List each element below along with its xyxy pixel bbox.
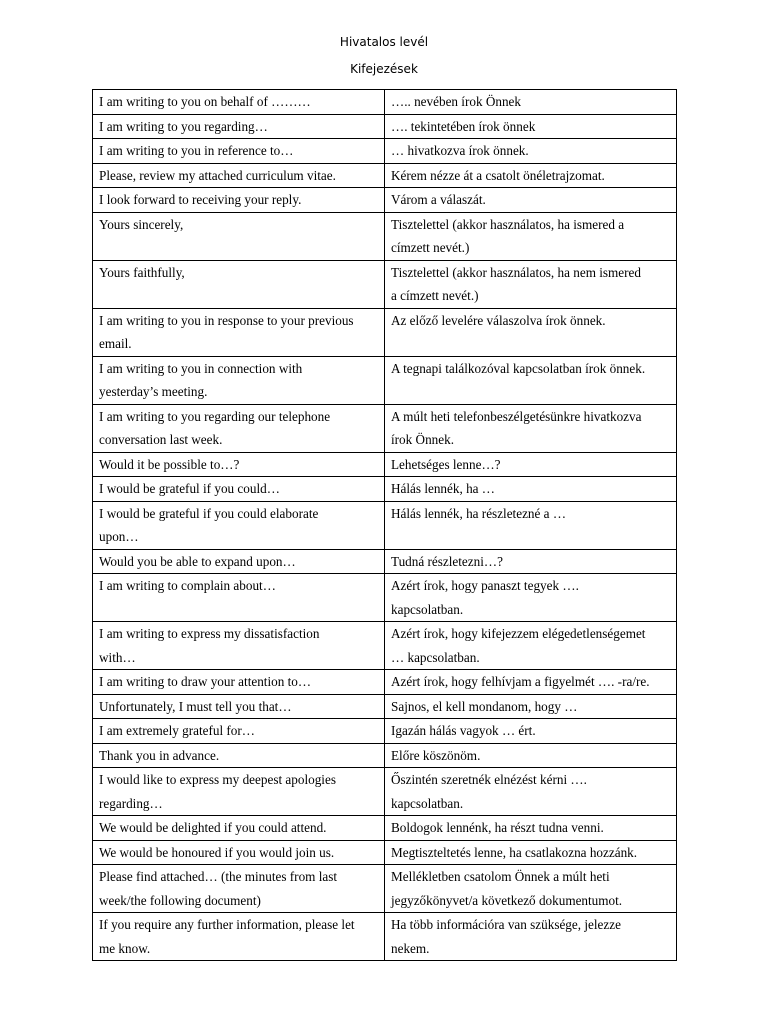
hungarian-phrase: Azért írok, hogy panaszt tegyek …. kapcsolatban. [385,574,677,622]
table-row [93,260,677,308]
table-row [93,477,677,502]
table-row [93,188,677,213]
hungarian-phrase: Várom a válaszát. [385,188,677,213]
table-row [93,90,677,115]
table-row [93,719,677,744]
english-phrase: Thank you in advance. [93,743,385,768]
table-row [93,452,677,477]
english-phrase: Yours sincerely, [93,212,385,260]
table-row [93,404,677,452]
english-phrase: I would be grateful if you could… [93,477,385,502]
hungarian-phrase: Előre köszönöm. [385,743,677,768]
hungarian-phrase: Tisztelettel (akkor használatos, ha nem ismered a címzett nevét.) [385,260,677,308]
table-row [93,574,677,622]
hungarian-phrase: Azért írok, hogy felhívjam a figyelmét …. -ra/re. [385,670,677,695]
hungarian-phrase: Boldogok lennénk, ha részt tudna venni. [385,816,677,841]
hungarian-phrase: Megtiszteltetés lenne, ha csatlakozna hozzánk. [385,840,677,865]
table-row [93,212,677,260]
table-row [93,670,677,695]
english-phrase: I am writing to draw your attention to… [93,670,385,695]
table-row [93,501,677,549]
hungarian-phrase: A tegnapi találkozóval kapcsolatban írok önnek. [385,356,677,404]
english-phrase: Please, review my attached curriculum vitae. [93,163,385,188]
hungarian-phrase: ….. nevében írok Önnek [385,90,677,115]
english-phrase: I am writing to you regarding our telephone conversation last week. [93,404,385,452]
english-phrase: I look forward to receiving your reply. [93,188,385,213]
table-row [93,622,677,670]
english-phrase: Unfortunately, I must tell you that… [93,694,385,719]
english-phrase: Please find attached… (the minutes from last week/the following document) [93,865,385,913]
table-row [93,913,677,961]
document-title: Hivatalos levél [339,35,429,49]
table-row [93,163,677,188]
hungarian-phrase: Igazán hálás vagyok … ért. [385,719,677,744]
english-phrase: I am writing to you on behalf of ……… [93,90,385,115]
hungarian-phrase: Tudná részletezni…? [385,549,677,574]
table-row [93,356,677,404]
table-row [93,549,677,574]
table-row [93,114,677,139]
english-phrase: I would like to express my deepest apologies regarding… [93,768,385,816]
table-row [93,743,677,768]
english-phrase: We would be honoured if you would join us. [93,840,385,865]
table-row [93,308,677,356]
hungarian-phrase: Ha több információra van szüksége, jelezze nekem. [385,913,677,961]
hungarian-phrase: Sajnos, el kell mondanom, hogy … [385,694,677,719]
english-phrase: If you require any further information, please let me know. [93,913,385,961]
hungarian-phrase: Mellékletben csatolom Önnek a múlt heti jegyzőkönyvet/a következő dokumentumot. [385,865,677,913]
english-phrase: I am writing to you in response to your previous email. [93,308,385,356]
table-row [93,840,677,865]
english-phrase: I am writing to express my dissatisfaction with… [93,622,385,670]
english-phrase: We would be delighted if you could attend. [93,816,385,841]
table-row [93,768,677,816]
hungarian-phrase: Tisztelettel (akkor használatos, ha ismered a címzett nevét.) [385,212,677,260]
table-row [93,139,677,164]
hungarian-phrase: Lehetséges lenne…? [385,452,677,477]
english-phrase: I am writing to you regarding… [93,114,385,139]
hungarian-phrase: Kérem nézze át a csatolt önéletrajzomat. [385,163,677,188]
phrase-table [92,89,677,961]
english-phrase: Would you be able to expand upon… [93,549,385,574]
table-row [93,694,677,719]
english-phrase: I am writing to you in reference to… [93,139,385,164]
table-row [93,865,677,913]
table-row [93,816,677,841]
hungarian-phrase: Az előző levelére válaszolva írok önnek. [385,308,677,356]
english-phrase: I am writing to you in connection with yesterday’s meeting. [93,356,385,404]
hungarian-phrase: …. tekintetében írok önnek [385,114,677,139]
english-phrase: I am extremely grateful for… [93,719,385,744]
hungarian-phrase: Hálás lennék, ha részletezné a … [385,501,677,549]
english-phrase: I would be grateful if you could elaborate upon… [93,501,385,549]
hungarian-phrase: Hálás lennék, ha … [385,477,677,502]
english-phrase: I am writing to complain about… [93,574,385,622]
hungarian-phrase: A múlt heti telefonbeszélgetésünkre hivatkozva írok Önnek. [385,404,677,452]
hungarian-phrase: Azért írok, hogy kifejezzem elégedetlenségemet … kapcsolatban. [385,622,677,670]
hungarian-phrase: Őszintén szeretnék elnézést kérni …. kapcsolatban. [385,768,677,816]
english-phrase: Yours faithfully, [93,260,385,308]
english-phrase: Would it be possible to…? [93,452,385,477]
document-subtitle: Kifejezések [350,62,418,76]
hungarian-phrase: … hivatkozva írok önnek. [385,139,677,164]
